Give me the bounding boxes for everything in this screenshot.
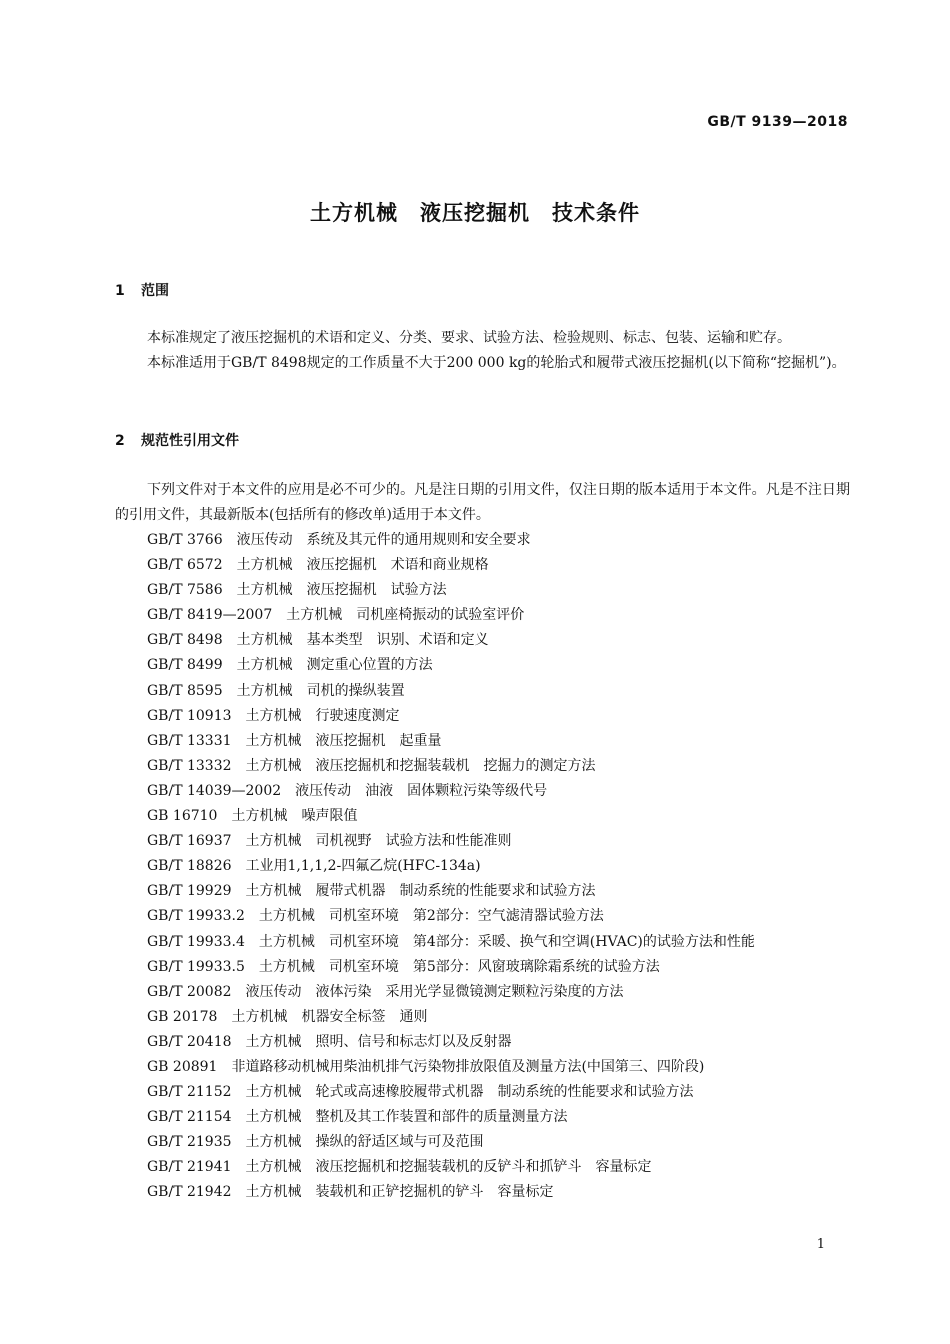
reference-item: GB 16710 土方机械 噪声限值	[147, 808, 358, 825]
section-2-number: 2	[115, 433, 125, 449]
reference-item: GB/T 20082 液压传动 液体污染 采用光学显微镜测定颗粒污染度的方法	[147, 983, 624, 1000]
section-1-title: 范围	[141, 283, 169, 299]
reference-item: GB/T 19929 土方机械 履带式机器 制动系统的性能要求和试验方法	[147, 883, 596, 900]
reference-item: GB/T 13331 土方机械 液压挖掘机 起重量	[147, 732, 442, 749]
page-number: 1	[816, 1237, 825, 1252]
section-1-paragraph-1: 本标准规定了液压挖掘机的术语和定义、分类、要求、试验方法、检验规则、标志、包装、运输和贮存。	[147, 330, 791, 346]
reference-item: GB/T 19933.4 土方机械 司机室环境 第4部分：采暖、换气和空调(HVAC)的试验方法和性能	[147, 933, 755, 950]
reference-item: GB/T 19933.5 土方机械 司机室环境 第5部分：风窗玻璃除霜系统的试验方法	[147, 958, 660, 975]
reference-item: GB/T 21941 土方机械 液压挖掘机和挖掘装载机的反铲斗和抓铲斗 容量标定	[147, 1159, 652, 1176]
reference-item: GB/T 8419—2007 土方机械 司机座椅振动的试验室评价	[147, 607, 525, 624]
section-2-title: 规范性引用文件	[141, 433, 239, 449]
reference-item: GB/T 13332 土方机械 液压挖掘机和挖掘装载机 挖掘力的测定方法	[147, 757, 596, 774]
reference-item: GB/T 8498 土方机械 基本类型 识别、术语和定义	[147, 632, 489, 649]
section-2-intro: 下列文件对于本文件的应用是必不可少的。凡是注日期的引用文件，仅注日期的版本适用于本文件。凡是不注日期的引用文件，其最新版本(包括所有的修改单)适用于本文件。	[115, 482, 850, 523]
reference-item: GB/T 8499 土方机械 测定重心位置的方法	[147, 657, 433, 674]
reference-list	[115, 528, 850, 1206]
reference-item: GB/T 21935 土方机械 操纵的舒适区域与可及范围	[147, 1134, 484, 1151]
reference-item: GB/T 21154 土方机械 整机及其工作装置和部件的质量测量方法	[147, 1109, 568, 1126]
reference-item: GB 20891 非道路移动机械用柴油机排气污染物排放限值及测量方法(中国第三、四阶段)	[147, 1058, 705, 1075]
section-1-number: 1	[115, 283, 125, 299]
reference-item: GB 20178 土方机械 机器安全标签 通则	[147, 1008, 428, 1025]
reference-item: GB/T 7586 土方机械 液压挖掘机 试验方法	[147, 582, 447, 599]
section-1-heading	[115, 280, 169, 300]
document-title: 土方机械 液压挖掘机 技术条件	[310, 201, 640, 225]
reference-item: GB/T 21942 土方机械 装载机和正铲挖掘机的铲斗 容量标定	[147, 1184, 554, 1201]
reference-item: GB/T 6572 土方机械 液压挖掘机 术语和商业规格	[147, 557, 489, 574]
reference-item: GB/T 18826 工业用1,1,1,2-四氟乙烷(HFC-134a)	[147, 858, 481, 875]
reference-item: GB/T 14039—2002 液压传动 油液 固体颗粒污染等级代号	[147, 782, 548, 799]
reference-item: GB/T 21152 土方机械 轮式或高速橡胶履带式机器 制动系统的性能要求和试验方法	[147, 1084, 694, 1101]
reference-item: GB/T 8595 土方机械 司机的操纵装置	[147, 682, 405, 699]
section-1-paragraph-2: 本标准适用于GB/T 8498规定的工作质量不大于200 000 kg的轮胎式和履带式液压挖掘机(以下简称“挖掘机”)。	[147, 355, 846, 371]
reference-item: GB/T 20418 土方机械 照明、信号和标志灯以及反射器	[147, 1033, 512, 1050]
reference-item: GB/T 3766 液压传动 系统及其元件的通用规则和安全要求	[147, 532, 531, 548]
reference-item: GB/T 10913 土方机械 行驶速度测定	[147, 707, 400, 724]
reference-item: GB/T 16937 土方机械 司机视野 试验方法和性能准则	[147, 833, 512, 850]
reference-item: GB/T 19933.2 土方机械 司机室环境 第2部分：空气滤清器试验方法	[147, 908, 604, 925]
standard-number: GB/T 9139—2018	[707, 114, 848, 130]
section-2-heading	[115, 430, 239, 450]
